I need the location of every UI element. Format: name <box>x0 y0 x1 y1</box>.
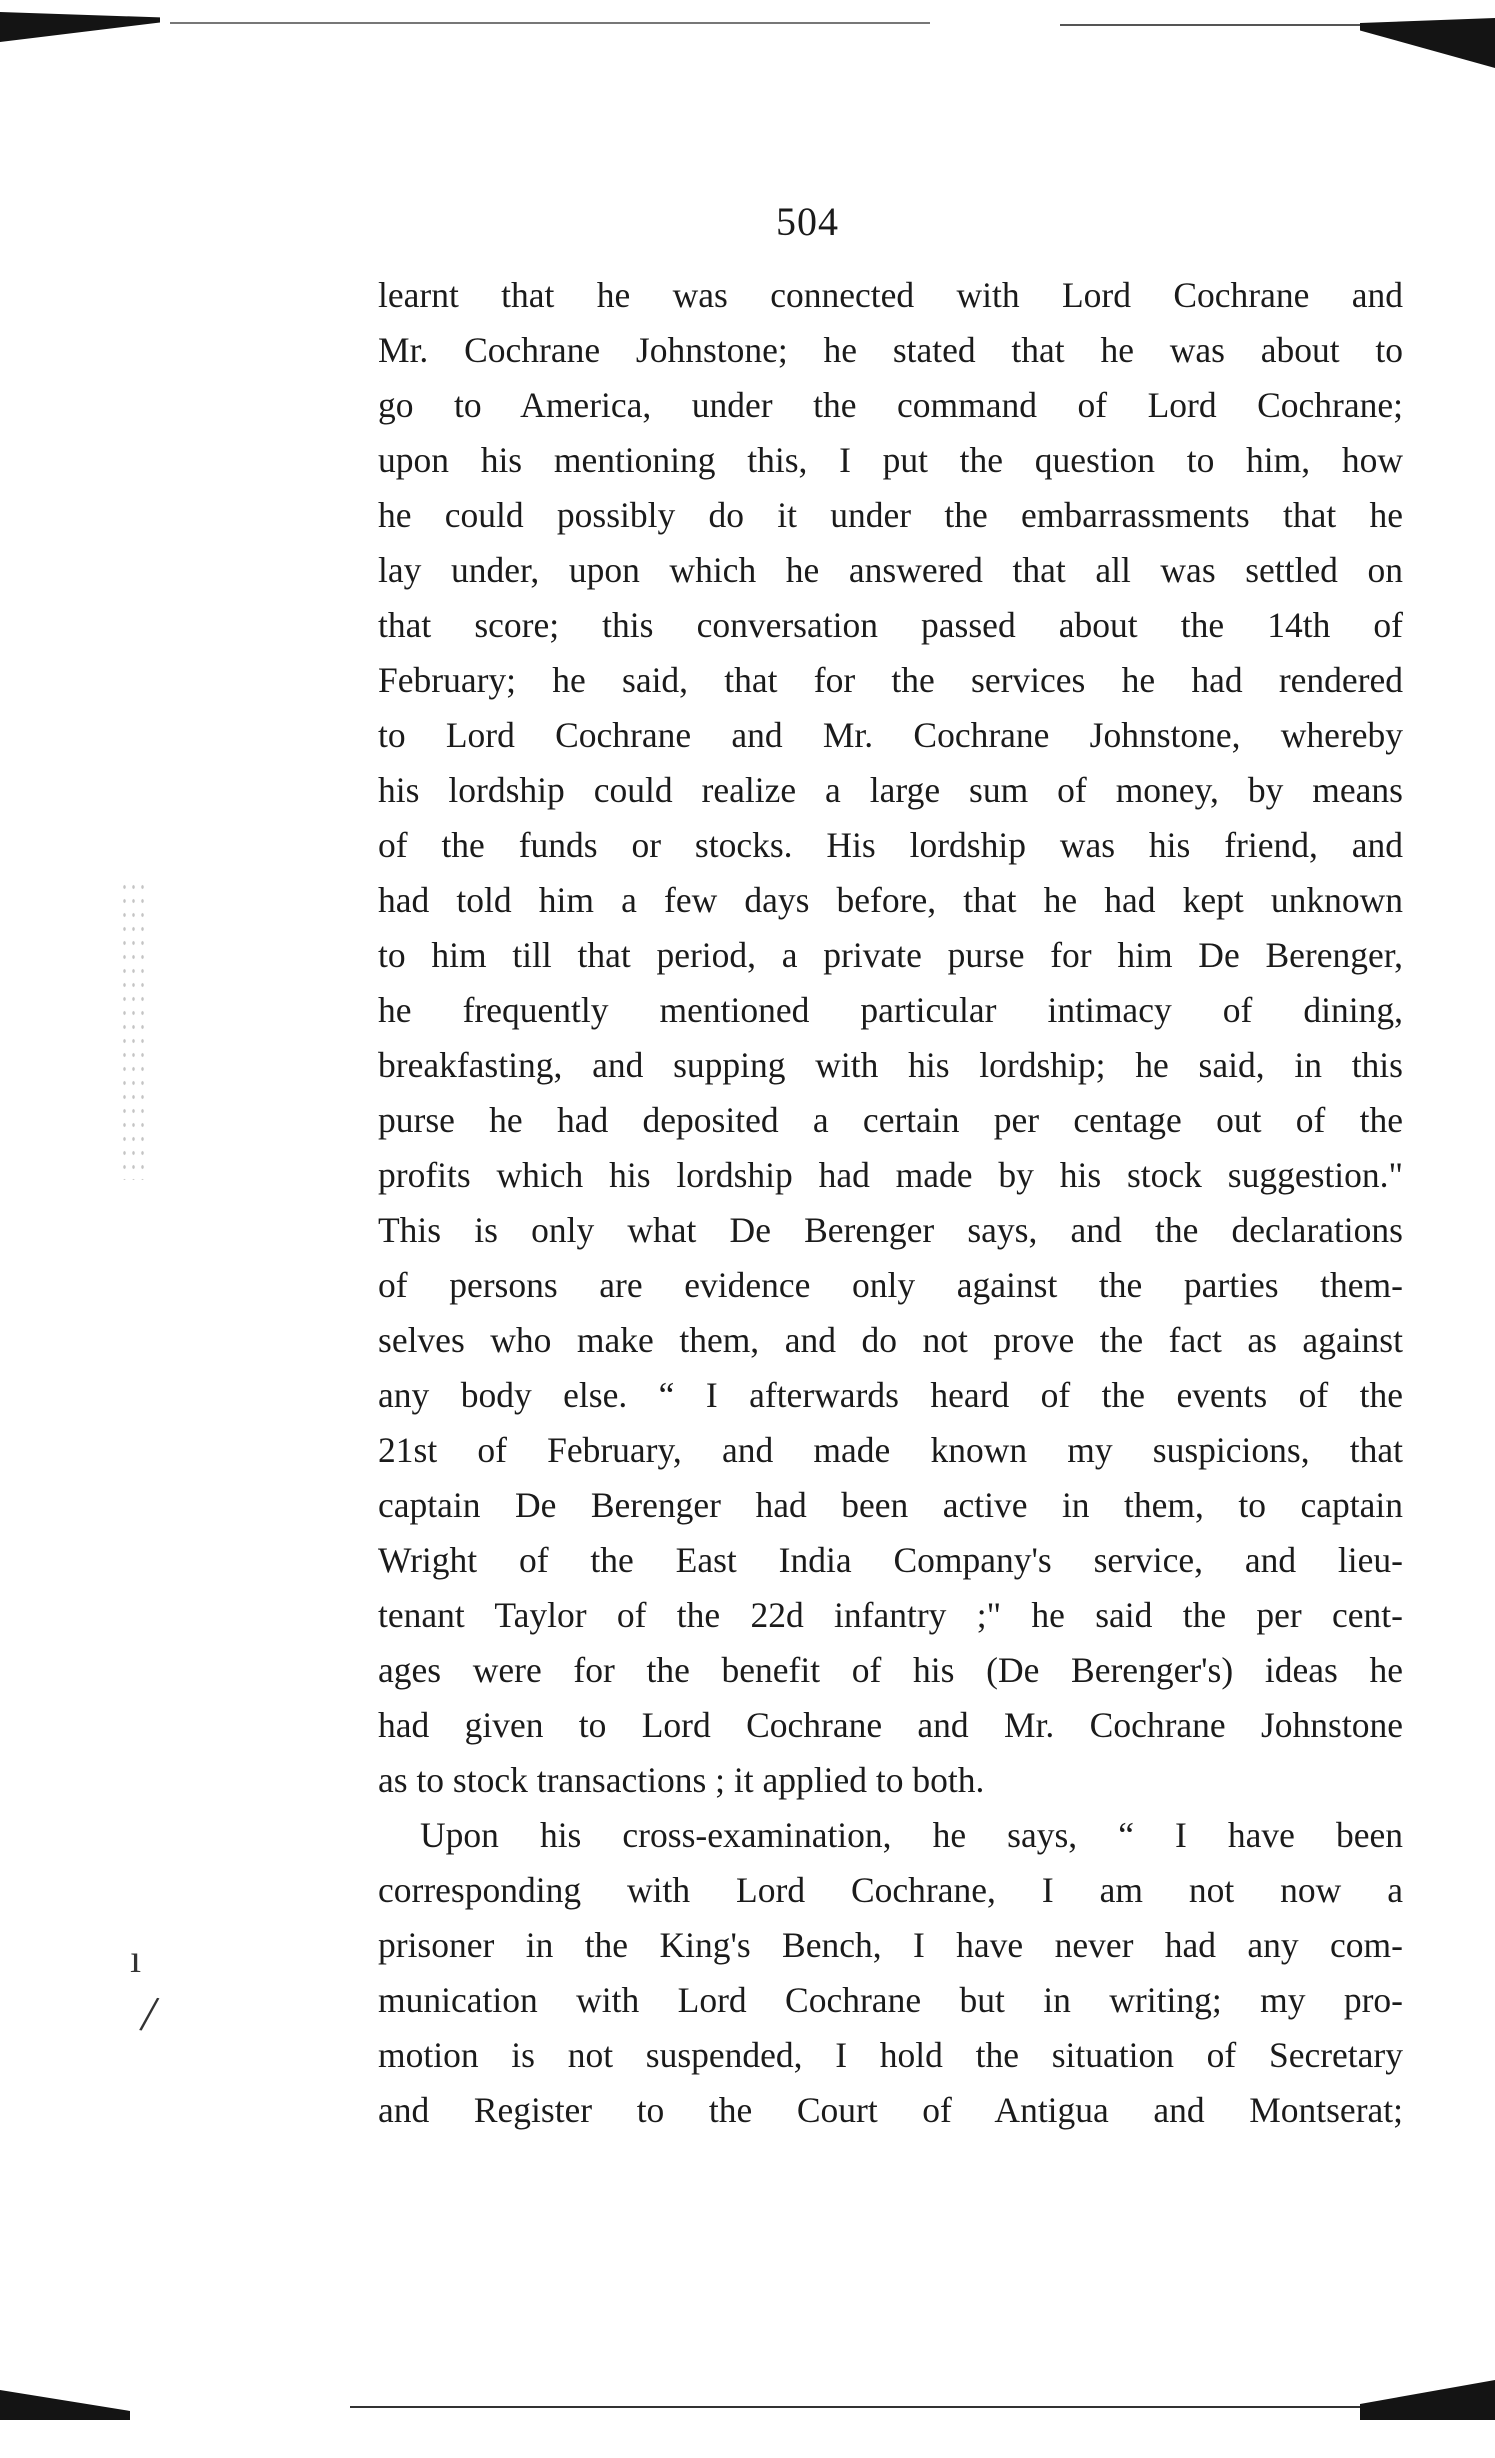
text-line: prisoner in the King's Bench, I have never had any com- <box>378 1925 1403 1965</box>
page-edge-rule-top <box>170 22 930 24</box>
text-line: any body else. “ I afterwards heard of the events of the <box>378 1375 1403 1415</box>
text-line: of the funds or stocks. His lordship was his friend, and <box>378 825 1403 865</box>
margin-pencil-mark: ı <box>130 1936 142 1981</box>
text-line: breakfasting, and supping with his lordship; he said, in this <box>378 1045 1403 1085</box>
text-line: had told him a few days before, that he had kept unknown <box>378 880 1403 920</box>
text-line: Upon his cross-examination, he says, “ I have been <box>420 1815 1403 1855</box>
scan-specks <box>120 880 150 1180</box>
text-line: he frequently mentioned particular intimacy of dining, <box>378 990 1403 1030</box>
page-edge-rule-bottom <box>350 2406 1430 2408</box>
body-text <box>378 268 1403 2138</box>
text-line: munication with Lord Cochrane but in writing; my pro- <box>378 1980 1403 2020</box>
text-line: tenant Taylor of the 22d infantry ;" he said the per cent- <box>378 1595 1403 1635</box>
text-line: Mr. Cochrane Johnstone; he stated that he was about to <box>378 330 1403 370</box>
text-line: motion is not suspended, I hold the situation of Secretary <box>378 2035 1403 2075</box>
page-number: 504 <box>776 199 839 244</box>
page-edge-rule-top-right <box>1060 24 1360 26</box>
text-line: had given to Lord Cochrane and Mr. Cochrane Johnstone <box>378 1705 1403 1745</box>
paragraph-2 <box>378 1808 1403 2138</box>
text-line: profits which his lordship had made by his stock suggestion." <box>378 1155 1403 1195</box>
text-line: 21st of February, and made known my suspicions, that <box>378 1430 1403 1470</box>
text-line: to Lord Cochrane and Mr. Cochrane Johnstone, whereby <box>378 715 1403 755</box>
text-line: as to stock transactions ; it applied to both. <box>378 1760 985 1800</box>
paragraph-1 <box>378 268 1403 1808</box>
text-line: selves who make them, and do not prove the fact as against <box>378 1320 1403 1360</box>
margin-pencil-stroke: / <box>137 1985 162 2044</box>
text-line: upon his mentioning this, I put the question to him, how <box>378 440 1403 480</box>
text-line: ages were for the benefit of his (De Berenger's) ideas he <box>378 1650 1403 1690</box>
text-line: go to America, under the command of Lord Cochrane; <box>378 385 1403 425</box>
text-line: of persons are evidence only against the parties them- <box>378 1265 1403 1305</box>
text-line: he could possibly do it under the embarrassments that he <box>378 495 1403 535</box>
text-line: This is only what De Berenger says, and the declarations <box>378 1210 1403 1250</box>
text-line: learnt that he was connected with Lord Cochrane and <box>378 275 1403 315</box>
text-line: to him till that period, a private purse for him De Berenger, <box>378 935 1403 975</box>
text-line: and Register to the Court of Antigua and Montserat; <box>378 2090 1403 2130</box>
text-line: purse he had deposited a certain per centage out of the <box>378 1100 1403 1140</box>
page-edge-mark-bottom-right <box>1360 2380 1495 2420</box>
text-line: February; he said, that for the services he had rendered <box>378 660 1403 700</box>
text-line: lay under, upon which he answered that all was settled on <box>378 550 1403 590</box>
page-edge-mark-bottom-left <box>0 2390 130 2420</box>
text-line: his lordship could realize a large sum of money, by means <box>378 770 1403 810</box>
text-line: that score; this conversation passed about the 14th of <box>378 605 1403 645</box>
page-edge-mark-top-left <box>0 12 160 42</box>
text-line: captain De Berenger had been active in them, to captain <box>378 1485 1403 1525</box>
text-line: Wright of the East India Company's service, and lieu- <box>378 1540 1403 1580</box>
text-line: corresponding with Lord Cochrane, I am not now a <box>378 1870 1403 1910</box>
page-edge-mark-top-right <box>1360 18 1495 68</box>
